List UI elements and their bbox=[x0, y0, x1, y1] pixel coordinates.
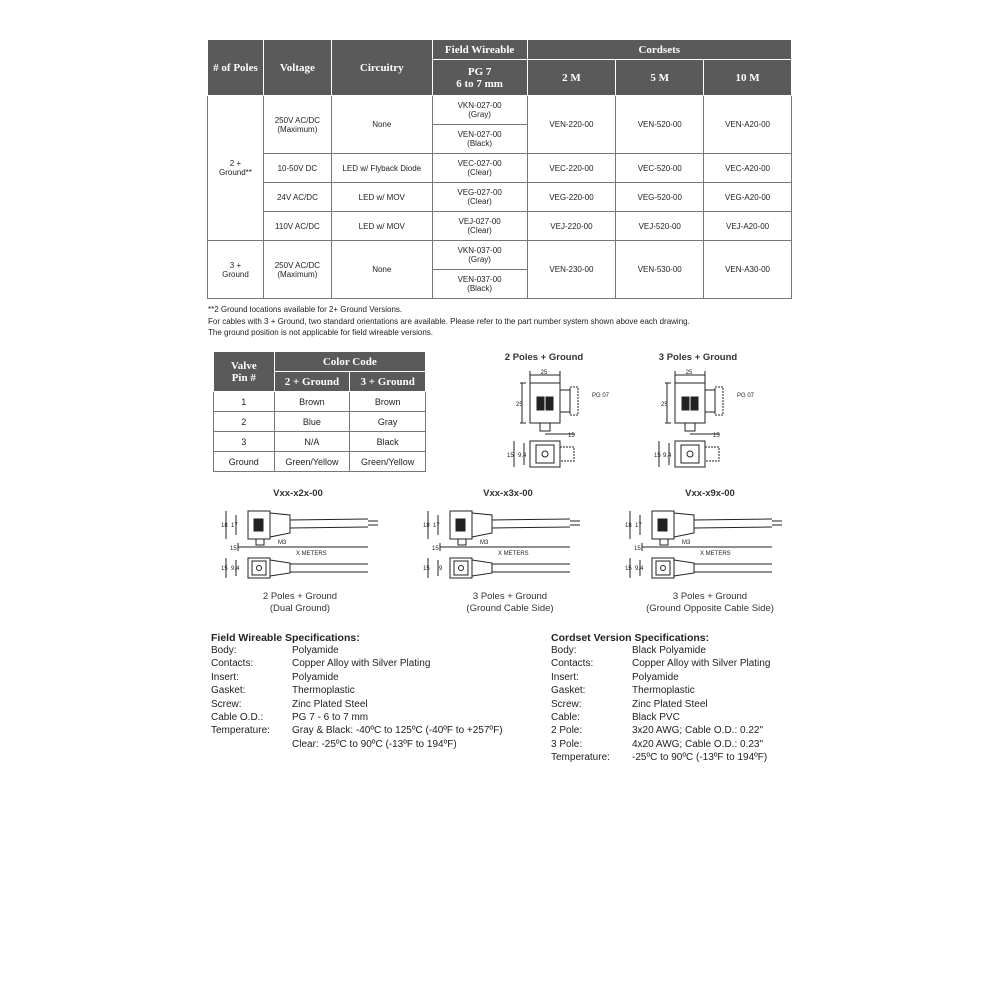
cordset-10m-cell: VEN-A30-00 bbox=[704, 241, 792, 299]
spec-row bbox=[551, 657, 801, 670]
dim-18: 18 bbox=[423, 523, 430, 529]
footnote-orientation: For cables with 3 + Ground, two standard orientations are available. Please refer to the part number system shown above each drawing. bbox=[208, 317, 690, 326]
fw-code: VKN-037-00 bbox=[457, 246, 502, 255]
spec-value: -25ºC to 90ºC (-13ºF to 194ºF) bbox=[632, 752, 768, 764]
field-wireable-cell bbox=[432, 270, 527, 299]
cable-drawing-ground-opposite-side bbox=[622, 503, 792, 588]
fw-note: (Clear) bbox=[467, 168, 492, 177]
dim-9-4: 9.4 bbox=[231, 566, 240, 572]
header-poles-label: # of Poles bbox=[213, 61, 258, 74]
spec-row bbox=[211, 644, 531, 657]
cordset-10m-cell: VEC-A20-00 bbox=[704, 154, 792, 183]
dim-15: 15 bbox=[634, 546, 641, 552]
voltage-sub: (Maximum) bbox=[277, 124, 318, 134]
spec-key: Temperature: bbox=[211, 725, 270, 737]
cordset-2m-cell: VEN-230-00 bbox=[527, 241, 616, 299]
fw-code: VEC-027-00 bbox=[457, 159, 502, 168]
field-wireable-cell bbox=[432, 183, 527, 212]
cable-caption bbox=[440, 591, 580, 615]
poles-value: 3 + bbox=[229, 260, 242, 270]
dim-15: 15 bbox=[432, 546, 439, 552]
dim-17: 17 bbox=[635, 523, 642, 529]
meters-label: X METERS bbox=[498, 551, 529, 557]
voltage-cell: 10-50V DC bbox=[263, 154, 331, 183]
color-2g-cell: Brown bbox=[274, 392, 350, 412]
spec-key: Body: bbox=[211, 645, 237, 656]
field-wireable-specs bbox=[211, 632, 531, 751]
pin-cell: 3 bbox=[214, 432, 275, 452]
dim-15-label: 15 bbox=[568, 433, 575, 439]
spec-key: Gasket: bbox=[211, 685, 246, 697]
voltage-cell bbox=[263, 241, 331, 299]
spec-value: Zinc Plated Steel bbox=[292, 698, 368, 710]
m3-label: M3 bbox=[682, 540, 691, 546]
spec-value: Clear: -25ºC to 90ºC (-13ºF to 194ºF) bbox=[292, 738, 457, 750]
spec-row bbox=[551, 724, 801, 737]
cordset-specs bbox=[551, 632, 801, 765]
pin-cell: 1 bbox=[214, 392, 275, 412]
fw-note: (Black) bbox=[467, 284, 493, 293]
cable-caption-line2: (Dual Ground) bbox=[269, 603, 331, 614]
spec-value: Zinc Plated Steel bbox=[632, 698, 708, 710]
fw-note: (Clear) bbox=[467, 226, 492, 235]
dim-18: 18 bbox=[625, 523, 632, 529]
dim-18: 18 bbox=[221, 523, 228, 529]
spec-value: 3x20 AWG; Cable O.D.: 0.22" bbox=[632, 725, 764, 737]
dim-9-4-label: 9.4 bbox=[518, 453, 527, 459]
spec-row bbox=[551, 738, 801, 751]
fw-note: (Black) bbox=[467, 139, 493, 148]
spec-key: Temperature: bbox=[551, 752, 610, 764]
cordset-5m-cell: VEJ-520-00 bbox=[616, 212, 704, 241]
spec-row bbox=[211, 711, 531, 724]
meters-label: X METERS bbox=[700, 551, 731, 557]
pin-cell: Ground bbox=[214, 452, 275, 472]
dim-15-label: 15 bbox=[713, 433, 720, 439]
spec-key: Gasket: bbox=[551, 685, 586, 697]
fw-code: VEN-037-00 bbox=[457, 275, 502, 284]
cable-caption-line2: (Ground Cable Side) bbox=[466, 603, 554, 614]
pin-cell: 2 bbox=[214, 412, 275, 432]
spec-row bbox=[551, 711, 801, 724]
header-color-code: Color Code bbox=[274, 352, 425, 372]
cable-caption-line1: 3 Poles + Ground bbox=[672, 591, 748, 602]
color-3g-cell: Green/Yellow bbox=[350, 452, 426, 472]
cable-drawing-title: Vxx-x2x-00 bbox=[273, 488, 323, 499]
fw-code: VKN-027-00 bbox=[457, 101, 502, 110]
color-3g-cell: Black bbox=[350, 432, 426, 452]
field-wireable-cell bbox=[432, 212, 527, 241]
dim-15-vertical-label: 15 bbox=[507, 453, 514, 459]
spec-value: Polyamide bbox=[292, 645, 339, 656]
dim-15-v: 15 bbox=[423, 566, 430, 572]
cable-drawing-dual-ground bbox=[218, 503, 388, 588]
drawing-title-3-poles: 3 Poles + Ground bbox=[658, 352, 738, 363]
dim-15-vertical-label: 15 bbox=[654, 453, 661, 459]
spec-row bbox=[211, 657, 531, 670]
color-3g-cell: Gray bbox=[350, 412, 426, 432]
spec-value: Polyamide bbox=[632, 671, 679, 683]
footnote-ground: **2 Ground locations available for 2+ Ground Versions. bbox=[208, 305, 403, 314]
part-number-table bbox=[207, 39, 792, 299]
drawing-title-2-poles: 2 Poles + Ground bbox=[504, 352, 584, 363]
cable-drawing-title: Vxx-x3x-00 bbox=[483, 488, 533, 499]
spec-value: Gray & Black: -40ºC to 125ºC (-40ºF to +257ºF) bbox=[292, 725, 503, 737]
header-pg7-label: PG 7 bbox=[467, 65, 492, 78]
cordset-5m-cell: VEG-520-00 bbox=[616, 183, 704, 212]
spec-row bbox=[551, 751, 801, 764]
header-cordsets: Cordsets bbox=[527, 40, 791, 60]
dim-15-v: 15 bbox=[221, 566, 228, 572]
voltage-cell: 24V AC/DC bbox=[263, 183, 331, 212]
cordset-10m-cell: VEG-A20-00 bbox=[704, 183, 792, 212]
field-specs-title: Field Wireable Specifications: bbox=[211, 632, 360, 644]
spec-row bbox=[551, 644, 801, 657]
spec-key: Contacts: bbox=[551, 658, 594, 670]
voltage-cell: 110V AC/DC bbox=[263, 212, 331, 241]
footnote-field-wireable: The ground position is not applicable for field wireable versions. bbox=[208, 328, 434, 337]
fw-code: VEN-027-00 bbox=[457, 130, 502, 139]
poles-cell bbox=[208, 96, 264, 241]
pg-label: PG 07 bbox=[737, 393, 755, 399]
spec-key bbox=[211, 738, 292, 751]
dim-15: 15 bbox=[230, 546, 237, 552]
spec-value: Thermoplastic bbox=[632, 685, 695, 697]
color-2g-cell: N/A bbox=[274, 432, 350, 452]
color-2g-cell: Blue bbox=[274, 412, 350, 432]
spec-value: PG 7 - 6 to 7 mm bbox=[292, 712, 369, 724]
cordset-10m-cell: VEN-A20-00 bbox=[704, 96, 792, 154]
header-pin: Pin # bbox=[231, 371, 256, 384]
cable-caption bbox=[630, 591, 790, 615]
dim-25-vertical-label: 25 bbox=[516, 402, 523, 408]
voltage-sub: (Maximum) bbox=[277, 269, 318, 279]
spec-value: Copper Alloy with Silver Plating bbox=[292, 658, 431, 670]
spec-key: Insert: bbox=[551, 671, 579, 683]
voltage-value: 250V AC/DC bbox=[274, 115, 321, 125]
spec-row bbox=[211, 698, 531, 711]
voltage-cell bbox=[263, 96, 331, 154]
cable-caption bbox=[230, 591, 370, 615]
cordset-5m-cell: VEN-520-00 bbox=[616, 96, 704, 154]
spec-value: Thermoplastic bbox=[292, 685, 355, 697]
dim-25-label: 25 bbox=[685, 370, 693, 376]
dim-25-label: 25 bbox=[540, 370, 548, 376]
spec-key: 3 Pole: bbox=[551, 738, 583, 750]
spec-key: Body: bbox=[551, 645, 577, 656]
circuitry-cell: None bbox=[331, 96, 432, 154]
header-voltage: Voltage bbox=[263, 40, 331, 96]
header-valve: Valve bbox=[230, 359, 257, 372]
m3-label: M3 bbox=[278, 540, 287, 546]
spec-value: Copper Alloy with Silver Plating bbox=[632, 658, 771, 670]
spec-row bbox=[551, 698, 801, 711]
fw-note: (Gray) bbox=[468, 110, 491, 119]
dim-17: 17 bbox=[231, 523, 238, 529]
header-10m: 10 M bbox=[704, 60, 792, 96]
poles-value: 2 + bbox=[229, 159, 242, 168]
cable-drawing-title: Vxx-x9x-00 bbox=[685, 488, 735, 499]
spec-value: Polyamide bbox=[292, 671, 339, 683]
cordset-5m-cell: VEC-520-00 bbox=[616, 154, 704, 183]
spec-key: Insert: bbox=[211, 671, 239, 683]
field-wireable-cell bbox=[432, 96, 527, 125]
dim-17: 17 bbox=[433, 523, 440, 529]
header-pg7-range: 6 to 7 mm bbox=[456, 77, 503, 90]
connector-drawing-3-poles bbox=[655, 365, 785, 475]
voltage-value: 250V AC/DC bbox=[274, 260, 321, 270]
m3-label: M3 bbox=[480, 540, 489, 546]
dim-25-vertical-label: 25 bbox=[661, 402, 668, 408]
connector-drawing-2-poles bbox=[500, 365, 630, 475]
spec-row bbox=[211, 738, 531, 751]
spec-value: Black Polyamide bbox=[632, 645, 706, 656]
cordset-5m-cell: VEN-530-00 bbox=[616, 241, 704, 299]
circuitry-cell: LED w/ MOV bbox=[331, 183, 432, 212]
color-code-table bbox=[213, 351, 426, 472]
spec-row bbox=[211, 671, 531, 684]
pg-label: PG 07 bbox=[592, 393, 610, 399]
dim-9-4: 9.4 bbox=[635, 566, 644, 572]
spec-key: Cable O.D.: bbox=[211, 712, 264, 724]
spec-row bbox=[211, 684, 531, 697]
fw-note: (Clear) bbox=[467, 197, 492, 206]
cordset-10m-cell: VEJ-A20-00 bbox=[704, 212, 792, 241]
spec-value: 4x20 AWG; Cable O.D.: 0.23" bbox=[632, 738, 764, 750]
dim-9-4-label: 9.4 bbox=[663, 453, 672, 459]
color-2g-cell: Green/Yellow bbox=[274, 452, 350, 472]
dim-15-v: 15 bbox=[625, 566, 632, 572]
poles-cell bbox=[208, 241, 264, 299]
cordset-2m-cell: VEJ-220-00 bbox=[527, 212, 616, 241]
spec-value: Black PVC bbox=[632, 712, 680, 724]
poles-sub: Ground** bbox=[219, 168, 252, 177]
color-3g-cell: Brown bbox=[350, 392, 426, 412]
header-5m: 5 M bbox=[616, 60, 704, 96]
circuitry-cell: None bbox=[331, 241, 432, 299]
field-wireable-cell bbox=[432, 241, 527, 270]
spec-row bbox=[551, 671, 801, 684]
cable-caption-line1: 3 Poles + Ground bbox=[472, 591, 548, 602]
field-wireable-cell bbox=[432, 125, 527, 154]
spec-key: 2 Pole: bbox=[551, 725, 583, 737]
spec-row bbox=[211, 724, 531, 737]
header-circuitry: Circuitry bbox=[331, 40, 432, 96]
fw-code: VEG-027-00 bbox=[457, 188, 502, 197]
cordset-2m-cell: VEC-220-00 bbox=[527, 154, 616, 183]
cordset-2m-cell: VEN-220-00 bbox=[527, 96, 616, 154]
cable-caption-line2: (Ground Opposite Cable Side) bbox=[646, 603, 774, 614]
cable-drawing-ground-cable-side bbox=[420, 503, 590, 588]
header-valve-pin bbox=[214, 352, 275, 392]
poles-sub: Ground bbox=[222, 269, 249, 279]
circuitry-cell: LED w/ MOV bbox=[331, 212, 432, 241]
header-poles bbox=[208, 40, 264, 96]
header-2m: 2 M bbox=[527, 60, 616, 96]
header-pg7 bbox=[432, 60, 527, 96]
field-wireable-cell bbox=[432, 154, 527, 183]
cable-caption-line1: 2 Poles + Ground bbox=[262, 591, 338, 602]
header-3-ground: 3 + Ground bbox=[350, 372, 426, 392]
header-2-ground: 2 + Ground bbox=[274, 372, 350, 392]
meters-label: X METERS bbox=[296, 551, 327, 557]
cordset-specs-title: Cordset Version Specifications: bbox=[551, 632, 710, 644]
circuitry-cell: LED w/ Flyback Diode bbox=[331, 154, 432, 183]
fw-code: VEJ-027-00 bbox=[458, 217, 501, 226]
header-field-wireable: Field Wireable bbox=[432, 40, 527, 60]
spec-key: Screw: bbox=[551, 698, 582, 710]
spec-key: Cable: bbox=[551, 712, 580, 724]
spec-key: Screw: bbox=[211, 698, 242, 710]
fw-note: (Gray) bbox=[468, 255, 491, 264]
spec-key: Contacts: bbox=[211, 658, 254, 670]
dim-9: 9 bbox=[439, 566, 443, 572]
cordset-2m-cell: VEG-220-00 bbox=[527, 183, 616, 212]
spec-row bbox=[551, 684, 801, 697]
